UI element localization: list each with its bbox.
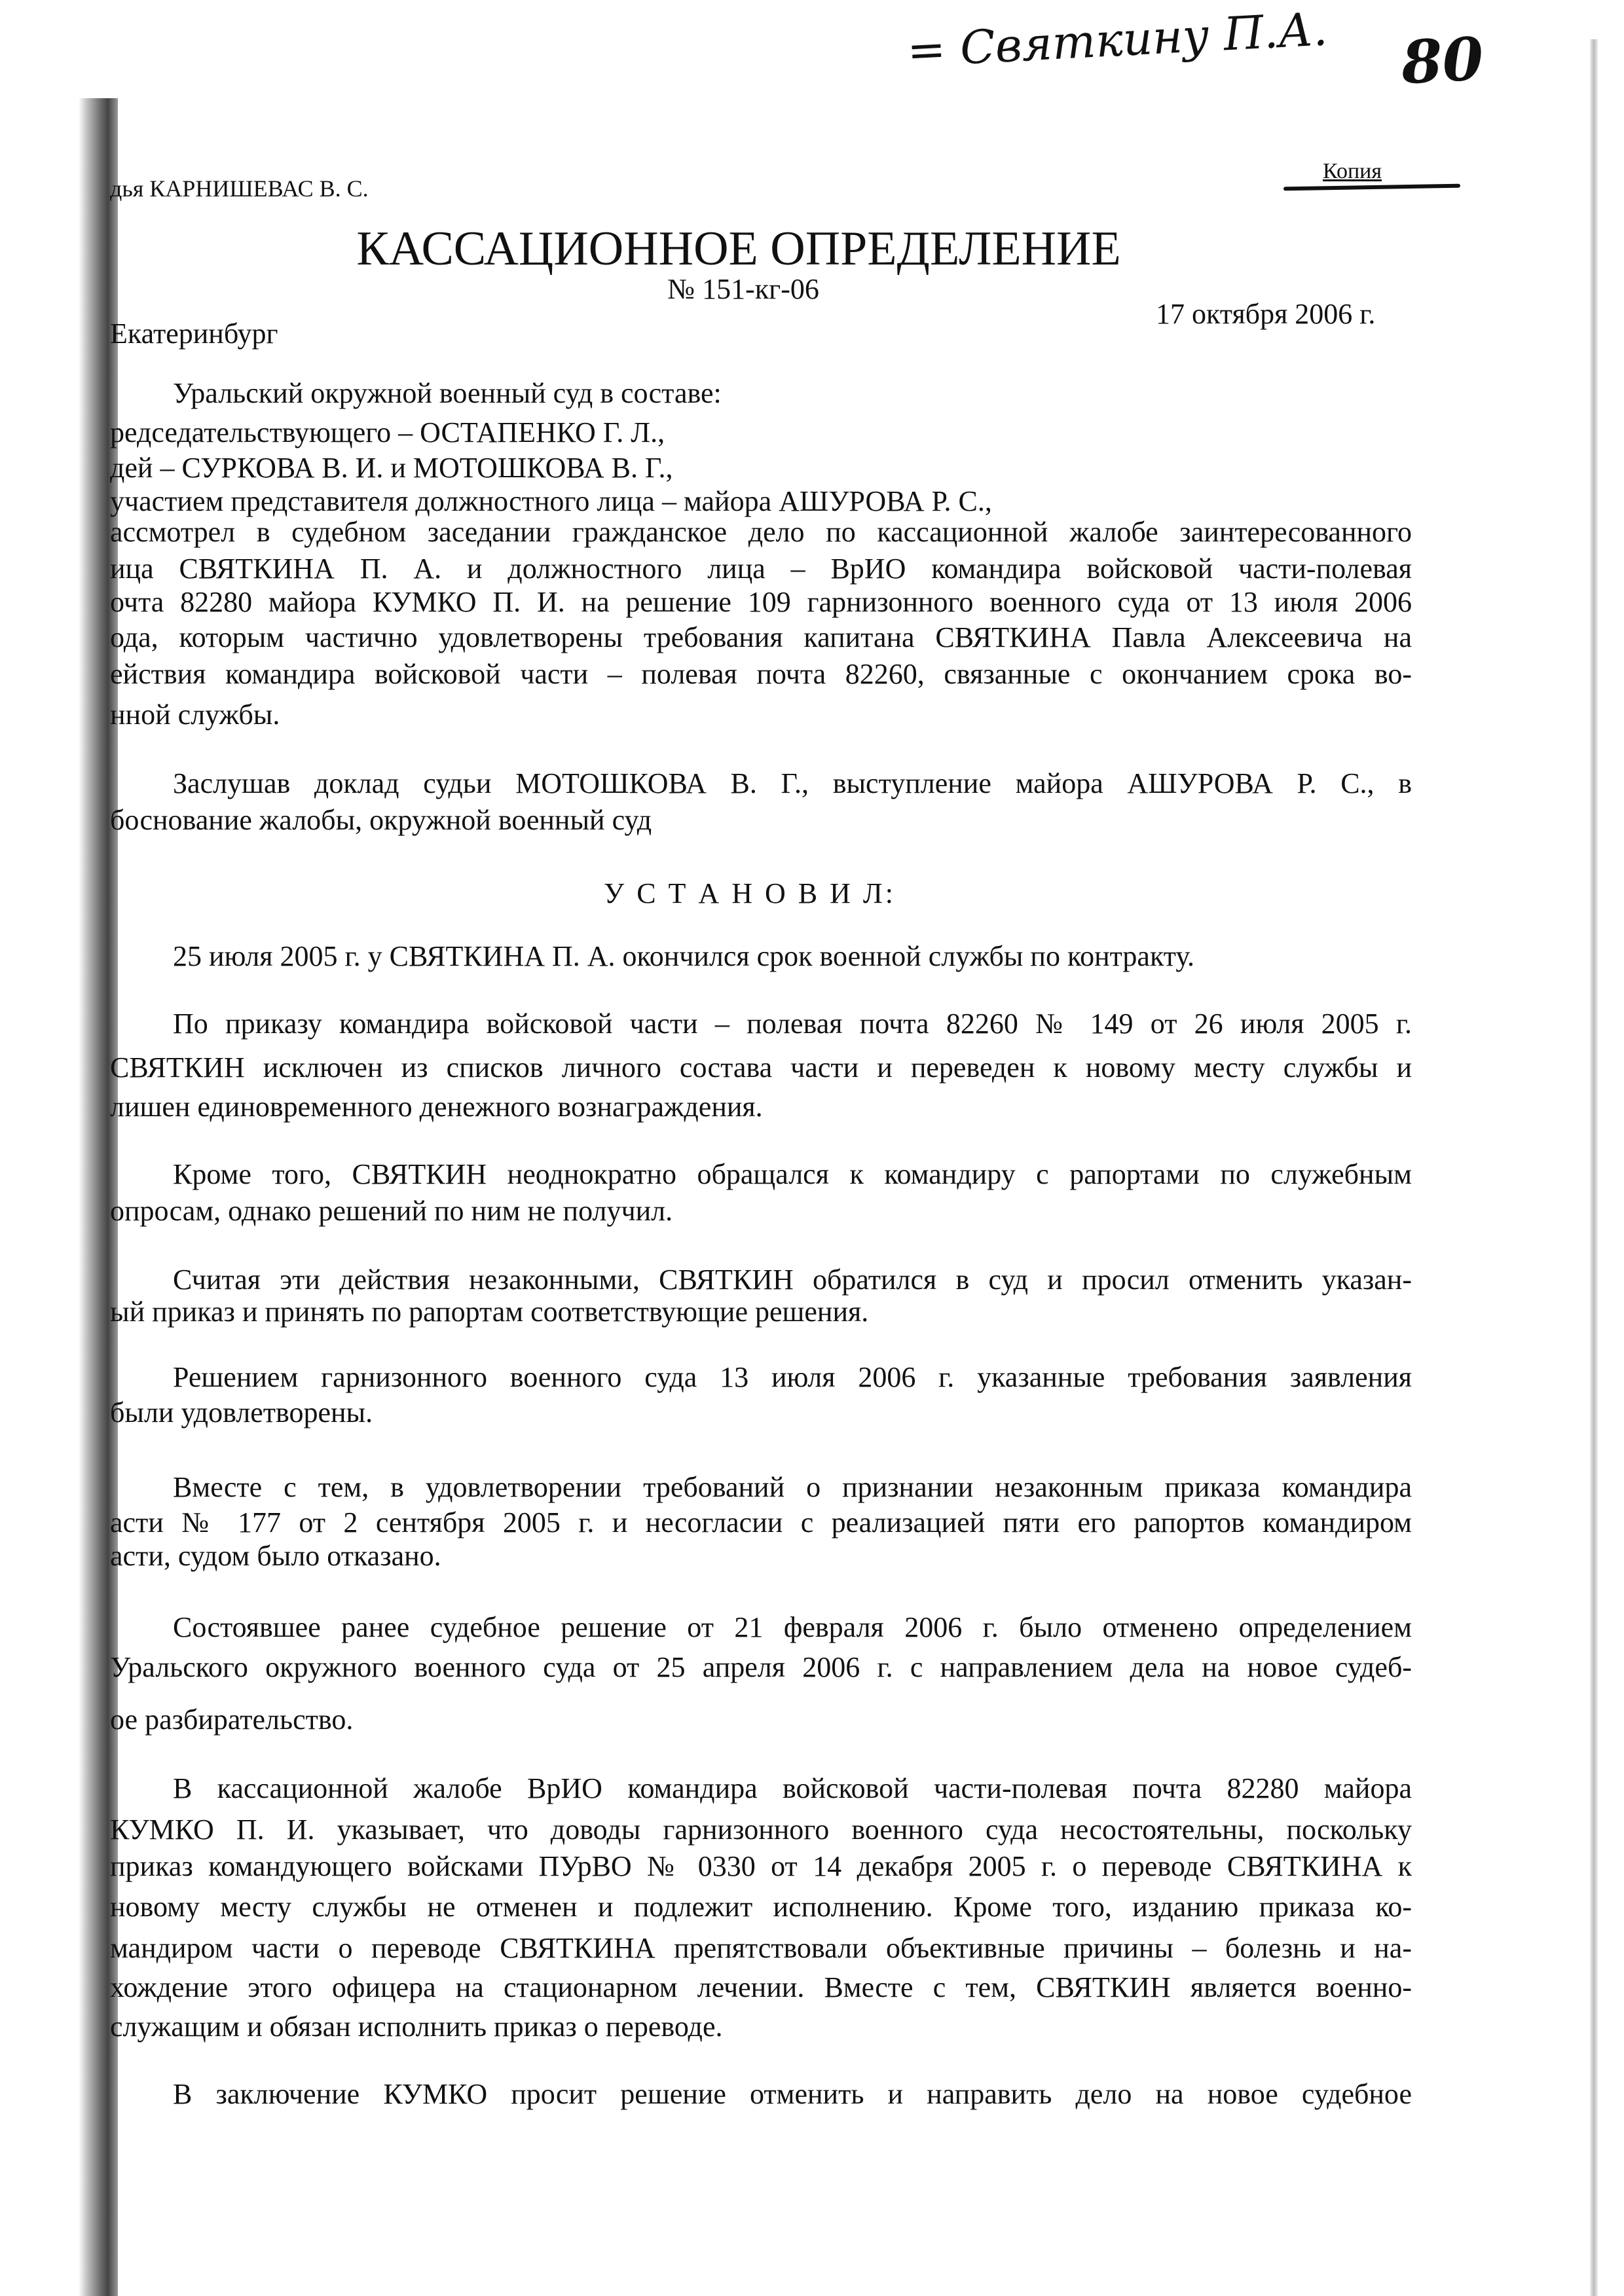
text-line: ействия командира войсковой части – полевая почта 82260, связанные с окончанием срока во- <box>110 658 1412 690</box>
text-line: Уральский окружной военный суд в составе: <box>173 377 722 409</box>
text-line: хождение этого офицера на стационарном лечении. Вместе с тем, СВЯТКИН является военно- <box>110 1971 1412 2003</box>
text-line: нной службы. <box>110 699 280 731</box>
text-line: асти, судом было отказано. <box>110 1540 441 1572</box>
text-line: мандиром части о переводе СВЯТКИНА препятствовали объективные причины – болезнь и на- <box>110 1932 1412 1964</box>
text-line: новому месту службы не отменен и подлежит исполнению. Кроме того, изданию приказа ко- <box>110 1891 1412 1923</box>
text-line: очта 82280 майора КУМКО П. И. на решение 109 гарнизонного военного суда от 13 июля 2006 <box>110 586 1412 618</box>
text-line: ица СВЯТКИНА П. А. и должностного лица – ВрИО командира войсковой части-полевая <box>110 553 1412 585</box>
text-line: Заслушав доклад судьи МОТОШКОВА В. Г., выступление майора АШУРОВА Р. С., в <box>173 767 1412 799</box>
text-line: ый приказ и принять по рапортам соответствующие решения. <box>110 1296 869 1328</box>
text-line: участием представителя должностного лица – майора АШУРОВА Р. С., <box>110 485 992 517</box>
text-line: ода, которым частично удовлетворены требования капитана СВЯТКИНА Павла Алексеевича на <box>110 621 1412 653</box>
text-line: редседательствующего – ОСТАПЕНКО Г. Л., <box>110 416 665 448</box>
document-title: КАССАЦИОННОЕ ОПРЕДЕЛЕНИЕ <box>356 222 1121 276</box>
text-line: опросам, однако решений по ним не получил. <box>110 1195 673 1227</box>
scan-right-edge <box>1590 39 1598 2296</box>
text-line: ассмотрел в судебном заседании гражданское дело по кассационной жалобе заинтересованного <box>110 516 1412 548</box>
text-line: Считая эти действия незаконными, СВЯТКИН обратился в суд и просил отменить указан- <box>173 1264 1412 1296</box>
text-line: КУМКО П. И. указывает, что доводы гарнизонного военного суда несостоятельны, поскольку <box>110 1813 1412 1846</box>
text-line: приказ командующего войсками ПУрВО № 0330 от 14 декабря 2005 г. о переводе СВЯТКИНА к <box>110 1850 1412 1882</box>
text-line: Решением гарнизонного военного суда 13 июля 2006 г. указанные требования заявления <box>173 1361 1412 1393</box>
text-line: По приказу командира войсковой части – полевая почта 82260 № 149 от 26 июля 2005 г. <box>173 1008 1412 1040</box>
judge-name: дья КАРНИШЕВАС В. С. <box>110 175 369 202</box>
text-line: служащим и обязан исполнить приказ о переводе. <box>110 2011 723 2043</box>
text-line: дей – СУРКОВА В. И. и МОТОШКОВА В. Г., <box>110 452 673 484</box>
text-line: асти № 177 от 2 сентября 2005 г. и несогласии с реализацией пяти его рапортов командиром <box>110 1506 1412 1539</box>
text-line: боснование жалобы, окружной военный суд <box>110 804 652 836</box>
text-line: СВЯТКИН исключен из списков личного состава части и переведен к новому месту службы и <box>110 1051 1412 1084</box>
handwritten-page-number: 80 <box>1399 24 1485 98</box>
text-line: В кассационной жалобе ВрИО командира войсковой части-полевая почта 82280 майора <box>173 1772 1412 1804</box>
text-line: В заключение КУМКО просит решение отменить и направить дело на новое судебное <box>173 2078 1412 2110</box>
text-line: Вместе с тем, в удовлетворении требований о признании незаконным приказа командира <box>173 1471 1412 1503</box>
section-heading-established: У С Т А Н О В И Л: <box>604 877 896 909</box>
text-line: 25 июля 2005 г. у СВЯТКИНА П. А. окончился срок военной службы по контракту. <box>173 940 1194 972</box>
text-line: Кроме того, СВЯТКИН неоднократно обращался к командиру с рапортами по служебным <box>173 1158 1412 1190</box>
text-line: лишен единовременного денежного вознаграждения. <box>110 1091 763 1123</box>
date: 17 октября 2006 г. <box>1156 298 1376 330</box>
document-number: № 151-кг-06 <box>667 273 819 305</box>
text-line: были удовлетворены. <box>110 1396 373 1429</box>
handwritten-note: = Святкину П.А. <box>906 2 1329 78</box>
text-line: Уральского окружного военного суда от 25 апреля 2006 г. с направлением дела на новое судеб- <box>110 1651 1412 1683</box>
copy-label: Копия <box>1323 159 1382 183</box>
city: Екатеринбург <box>110 318 278 350</box>
text-line: ое разбирательство. <box>110 1704 354 1736</box>
text-line: Состоявшее ранее судебное решение от 21 февраля 2006 г. было отменено определением <box>173 1611 1412 1643</box>
